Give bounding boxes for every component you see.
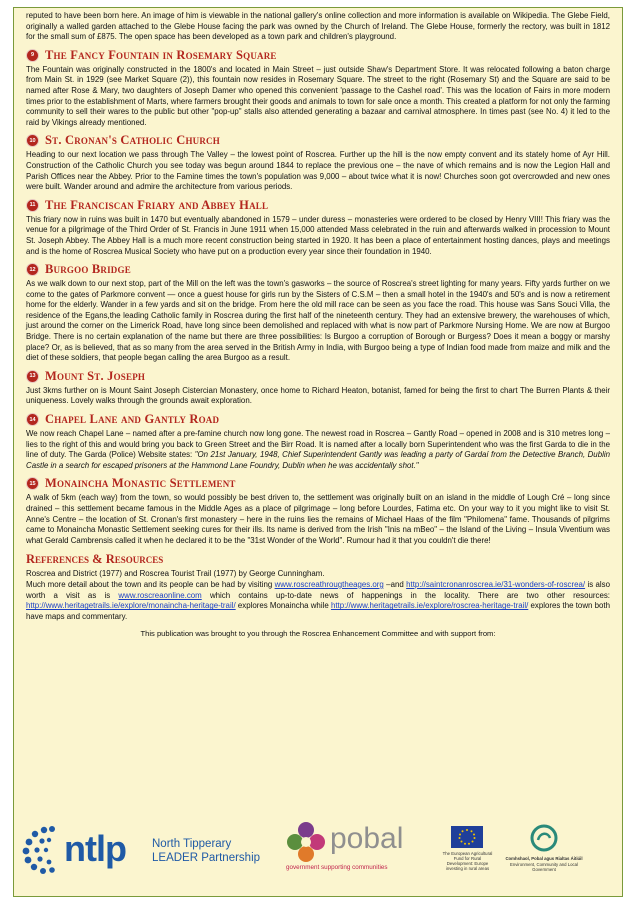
section-11 [26, 198, 610, 257]
section-title: Chapel Lane and Gantly Road [45, 412, 220, 427]
section-title: St. Cronan's Catholic Church [45, 133, 220, 148]
section-number-badge: 9 [26, 49, 39, 62]
references-section [26, 552, 610, 622]
link-roscrea-trail[interactable]: http://www.heritagetrails.ie/explore/roscrea-heritage-trail/ [330, 601, 529, 611]
section-text: This friary now in ruins was built in 1470 but eventually abandoned in 1579 – under duress – monasteries were ordered to be closed by Henry VIII! This friary was the venue for a pilgrimage of the Third Order of St. Francis in June 1911 when 15,000 attended Mass celebrated in the ruin and afterwards walked in procession to Mount St. Joseph Abbey. The Abbey Hall is a much more recent construction being started in 1920. It has been a place of entertainment hosting dances, plays and meetings and is the home of Roscrea Musical Society who have put on a production every year since their foundation in 1940. [26, 214, 610, 256]
section-number-badge: 12 [26, 263, 39, 276]
references-text: –and [383, 579, 407, 589]
section-title: Monaincha Monastic Settlement [45, 476, 236, 491]
section-text: Just 3kms further on is Mount Saint Joseph Cistercian Monastery, once home to Richard Heaton, botanist, famed for being the first to chart The Burren Plants & their uniqueness. Lovely walks through the grounds await exploration. [26, 385, 610, 406]
ntlp-name-line2: LEADER Partnership [152, 852, 261, 864]
sponsor-logos [20, 820, 590, 880]
references-text: is also worth a visit as is [26, 579, 610, 600]
section-13 [26, 369, 610, 407]
government-logo [498, 824, 590, 876]
section-10 [26, 133, 610, 192]
section-text: Heading to our next location we pass through The Valley – the lowest point of Roscrea. Further up the hill is the now empty convent and its stately home of Ayr Hill. Construction of the Catholic Church you see today was begun around 1844 to replace the previous one – the nave of which remains and is now the Legion Hall and Parish Offices near the Abbey. Prior to the Famine times the town's population was 9,000 – about twice what it is now! Churches soon got overcrowded and new ones were built. Wander around and admire the architecture from various periods. [26, 150, 610, 192]
section-title: The Fancy Fountain in Rosemary Square [45, 47, 277, 62]
section-text: As we walk down to our next stop, part of the Mill on the left was the town's gasworks – the source of Roscrea's street lighting for many years. Fifty yards further on we come to the gates of Parkmore convent — once a guest house for girls run by the Sisters of C.S.M – then a small hotel in the 1940's and 50's and is now a retirement home for the elderly. Wander in a few yards and sit on the bridge. From here the old mill race can be seen as you face the road. This house was Sans Souci Villa, the residence of the Egans,the leading Catholic family in Roscrea during the first half of the nineteenth century. They had an extensive brewery, the warehouses of which, just around the corner on the Limerick Road, have long since been demolished and replaced with what is now part of Parkmore Nursing Home. We are now at Burgoo Bridge. There is no certain explanation of the name but there are three possibilities: Is Burgoo a corruption of Borough or Burgess? Does it mean a boggy or marshy place? Or, as is believed, that as so many from the area served in the British Army in India, with Burgoo being a type of Indian food made from maize and milk and the diet of these soldiers, that people began calling the area Burgoo as a result. [26, 279, 610, 363]
references-text: explores Monaincha while [235, 601, 331, 611]
eu-caption: The European Agricultural Fund for Rural Development: Europe investing in rural areas [442, 851, 493, 871]
section-9 [26, 48, 610, 129]
section-text-body: We now reach Chapel Lane – named after a pre-famine church now long gone. The newest road in Roscrea – Gantly Road – opened in 2008 and is 310 metres long – lies to the right of this and would bring you back to Green Street and the Birr Road. It is named after a locally born Superintendent who was the first Garda to die in the line of duty. The Garda (Police) Website states: [26, 429, 610, 460]
section-text: A walk of 5km (each way) from the town, so would possibly be best driven to, the settlement was originally built on an island in the middle of Lough Cré – long since drained – this settlement became famous in the Middle Ages as a place of pilgrimage – long before Lourdes, Fatima etc. On your way to it you might like to visit St. Anne's Centre – the location of St. Cronan's first monastery – here in the ruins lies the remains of Michael Haas of the film "Philomena" fame. Thousands of pilgrims came to Monaincha Monastic Settlement seeking cures for their ills. Its name is derived from the Irish "Inis na mBeo" – the Island of the Living – Insula Viventium was what Gerald Cambrensis called it when he declared it to be the "31st Wonder of the World". Rumour had it that you couldn't die there! [26, 493, 610, 545]
ntlp-name-line1: North Tipperary [152, 838, 232, 850]
pobal-flower-icon [284, 820, 328, 864]
document-page [13, 7, 623, 897]
section-15 [26, 476, 610, 546]
pobal-name: pobal [330, 822, 404, 855]
references-paragraph [26, 580, 610, 622]
section-12 [26, 262, 610, 364]
pobal-logo [284, 820, 434, 875]
references-text: explores the town both have maps and commentary. [26, 601, 610, 621]
gov-emblem-icon [530, 824, 558, 852]
section-number-badge: 15 [26, 477, 39, 490]
garda-quote: "On 21st January, 1948, Chief Superintendent Gantly was leading a party of Gardaí from the Detective Branch, Dublin Castle in a search for escaped prisoners at the Hammond Lane Foundry, Dublin when he was accidentally shot." [26, 450, 610, 470]
pobal-tagline: government supporting communities [286, 864, 388, 871]
eu-logo [440, 826, 495, 874]
support-statement: This publication was brought to you through the Roscrea Enhancement Committee and with support from: [140, 629, 496, 639]
section-number-badge: 11 [26, 199, 39, 212]
references-text: Much more detail about the town and its people can be had by visiting [26, 579, 275, 589]
section-number-badge: 10 [26, 134, 39, 147]
section-text [26, 429, 610, 471]
section-number-badge: 13 [26, 370, 39, 383]
link-roscrea-through-the-ages[interactable]: www.roscreathrougtheages.org [274, 579, 384, 589]
section-title: Mount St. Joseph [45, 368, 146, 383]
references-title: References & Resources [26, 552, 164, 567]
section-number-badge: 14 [26, 413, 39, 426]
references-line: Roscrea and District (1977) and Roscrea Tourist Trail (1977) by George Cunningham. [26, 569, 325, 579]
eu-flag-icon [451, 826, 483, 848]
intro-paragraph: reputed to have been born here. An image of him is viewable in the national gallery's online collection and more information is available on Wikipedia. The Glebe Field, originally a walled garden attached to the Glebe House facing the park was owned by the Church of Ireland. The Glebe House, formerly the rectory, was built in 1812 for the small sum of £875. The open space has been developed as a town park and children's playground. [26, 11, 610, 42]
section-title: Burgoo Bridge [45, 262, 131, 277]
link-roscrea-online[interactable]: www.roscreaonline.com [118, 590, 202, 600]
section-text: The Fountain was originally constructed in the 1800's and located in Main Street – just outside Shaw's Department Store. It was relocated following a baton charge from Main St. in 1929 (see Market Square (2)), this fountain now resides in Rosemary Square. The street to the right (Rosemary St) and the Square are said to be named after Rose & Mary, two daughters of Joseph Damer who opened this convenient 'passage to the Cashel road'. This was the location of Fairs in more modern times prior to the establishment of Marts, where farmers brought their goods and animals to town for sale once a month. This created a platform for not only the farming community to sell their wares to the public but other "pop-up" stalls also attended generating a bazaar and carnival atmosphere. In times past (see No. 4) it led to the raid by Vikings already mentioned. [26, 64, 610, 127]
ntlp-abbrev: ntlp [64, 828, 126, 869]
references-text: which contains up-to-date news of happenings in the locality. There are two other resources: [201, 590, 610, 600]
section-14 [26, 412, 610, 471]
link-31-wonders[interactable]: http://saintcronanroscrea.ie/31-wonders-of-roscrea/ [406, 579, 586, 589]
link-monaincha-trail[interactable]: http://www.heritagetrails.ie/explore/monaincha-heritage-trail/ [26, 601, 236, 611]
gov-name-irish: Comhshaol, Pobal agus Rialtas Áitiúil [505, 856, 583, 861]
ntlp-logo [20, 824, 260, 874]
section-title: The Franciscan Friary and Abbey Hall [45, 197, 269, 212]
gov-name-english: Environment, Community and Local Government [509, 862, 579, 872]
